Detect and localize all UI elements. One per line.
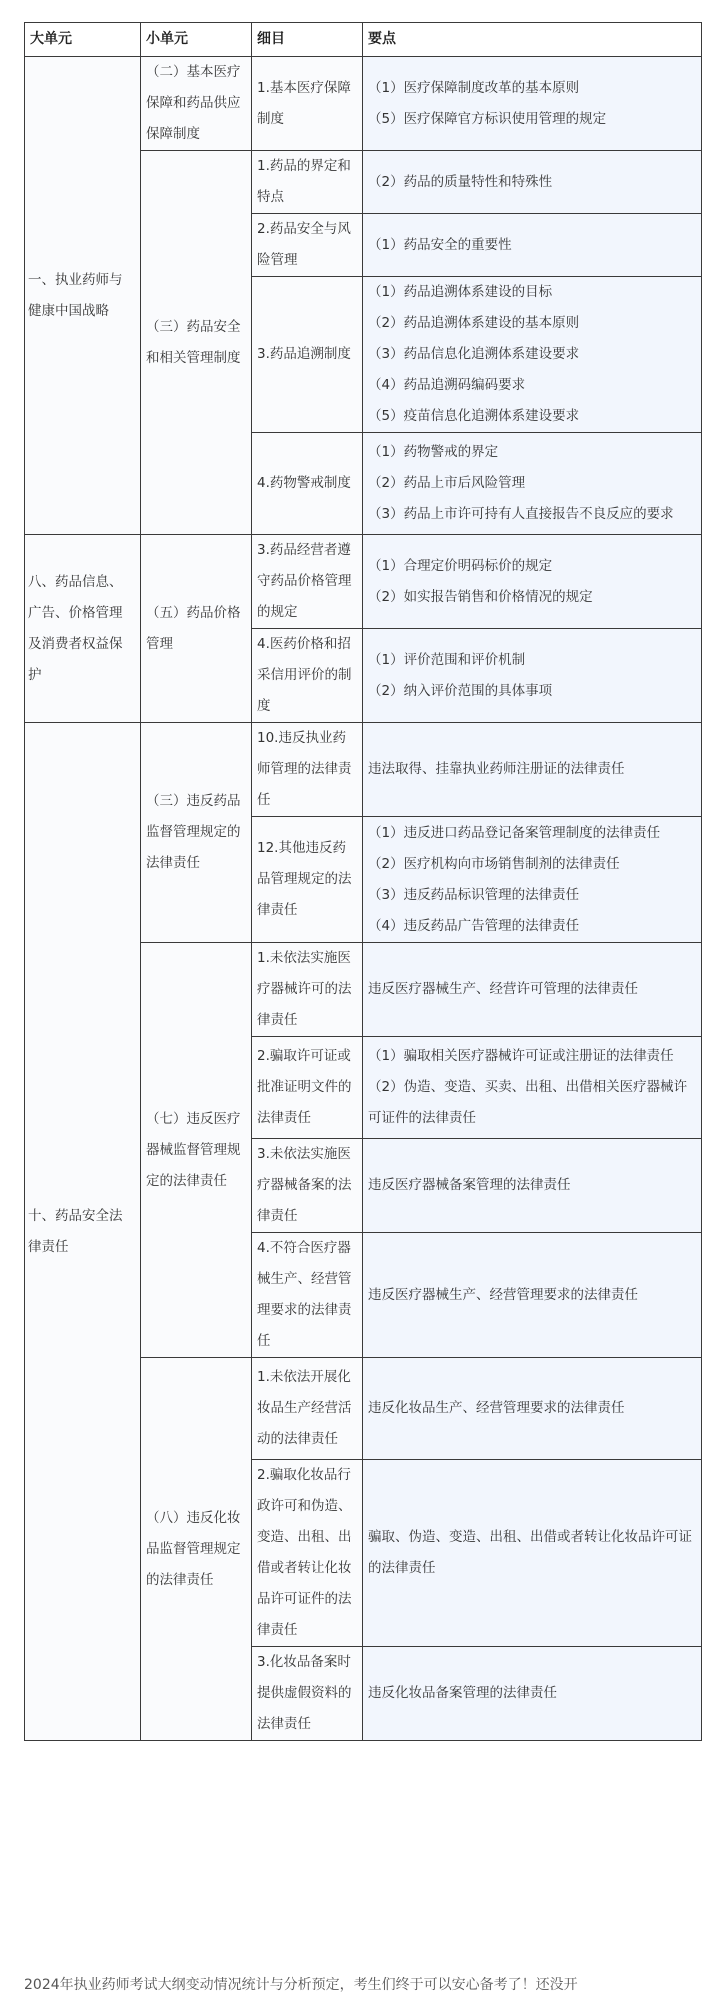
key-point: （2）药品上市后风险管理 — [368, 475, 526, 491]
header-minor-unit: 小单元 — [141, 23, 252, 57]
key-points-cell — [363, 723, 702, 817]
detail-item-cell: 1.基本医疗保障制度 — [252, 57, 363, 151]
detail-item-cell: 3.未依法实施医疗器械备案的法律责任 — [252, 1139, 363, 1233]
key-point: 违法取得、挂靠执业药师注册证的法律责任 — [368, 761, 625, 777]
key-point: （1）骗取相关医疗器械许可证或注册证的法律责任 — [368, 1048, 674, 1064]
key-point: （3）违反药品标识管理的法律责任 — [368, 886, 580, 903]
key-point: 违反医疗器械生产、经营管理要求的法律责任 — [368, 1286, 638, 1303]
key-point: 违反化妆品备案管理的法律责任 — [368, 1685, 557, 1701]
key-points-cell — [363, 943, 702, 1037]
key-point: （4）违反药品广告管理的法律责任 — [368, 917, 580, 934]
detail-item-cell: 1.未依法实施医疗器械许可的法律责任 — [252, 943, 363, 1037]
header-row — [25, 23, 702, 57]
key-point: （1）合理定价明码标价的规定 — [368, 557, 553, 574]
key-point: （1）药品追溯体系建设的目标 — [368, 284, 553, 300]
key-points-cell — [363, 1460, 702, 1647]
key-point: （1）评价范围和评价机制 — [368, 651, 526, 668]
key-point: （2）如实报告销售和价格情况的规定 — [368, 588, 593, 605]
key-point: 违反医疗器械生产、经营许可管理的法律责任 — [368, 981, 638, 997]
key-point: 违反医疗器械备案管理的法律责任 — [368, 1177, 571, 1193]
key-point: （2）伪造、变造、买卖、出租、出借相关医疗器械许可证件的法律责任 — [368, 1079, 688, 1126]
key-points-cell — [363, 151, 702, 214]
key-point: （4）药品追溯码编码要求 — [368, 377, 526, 393]
key-point: （3）药品上市许可持有人直接报告不良反应的要求 — [368, 506, 674, 522]
major-unit-cell: 一、执业药师与健康中国战略 — [25, 57, 141, 535]
minor-unit-cell: （七）违反医疗器械监督管理规定的法律责任 — [141, 943, 252, 1358]
table-row — [25, 535, 702, 629]
key-points-cell — [363, 1037, 702, 1139]
key-points-cell — [363, 433, 702, 535]
detail-item-cell: 3.化妆品备案时提供虚假资料的法律责任 — [252, 1647, 363, 1741]
detail-item-cell: 1.药品的界定和特点 — [252, 151, 363, 214]
minor-unit-cell: （二）基本医疗保障和药品供应保障制度 — [141, 57, 252, 151]
key-point: （2）药品的质量特性和特殊性 — [368, 173, 553, 190]
key-point: （3）药品信息化追溯体系建设要求 — [368, 346, 580, 362]
minor-unit-cell: （五）药品价格管理 — [141, 535, 252, 723]
key-point: （5）疫苗信息化追溯体系建设要求 — [368, 408, 580, 424]
detail-item-cell: 12.其他违反药品管理规定的法律责任 — [252, 817, 363, 943]
key-points-cell — [363, 535, 702, 629]
detail-item-cell: 2.骗取化妆品行政许可和伪造、变造、出租、出借或者转让化妆品许可证件的法律责任 — [252, 1460, 363, 1647]
header-detail-item: 细目 — [252, 23, 363, 57]
key-points-cell — [363, 1358, 702, 1460]
key-points-cell — [363, 1647, 702, 1741]
detail-item-cell: 4.不符合医疗器械生产、经营管理要求的法律责任 — [252, 1233, 363, 1358]
minor-unit-cell: （三）违反药品监督管理规定的法律责任 — [141, 723, 252, 943]
detail-item-cell: 4.药物警戒制度 — [252, 433, 363, 535]
table-body — [25, 57, 702, 1741]
minor-unit-cell: （三）药品安全和相关管理制度 — [141, 151, 252, 535]
key-points-cell — [363, 214, 702, 277]
key-points-cell — [363, 277, 702, 433]
key-points-cell — [363, 629, 702, 723]
detail-item-cell: 4.医药价格和招采信用评价的制度 — [252, 629, 363, 723]
minor-unit-cell: （八）违反化妆品监督管理规定的法律责任 — [141, 1358, 252, 1741]
major-unit-cell: 八、药品信息、广告、价格管理及消费者权益保护 — [25, 535, 141, 723]
table-row — [25, 723, 702, 817]
key-point: （1）药品安全的重要性 — [368, 236, 512, 253]
key-point: （2）纳入评价范围的具体事项 — [368, 682, 553, 699]
detail-item-cell: 1.未依法开展化妆品生产经营活动的法律责任 — [252, 1358, 363, 1460]
key-point: （1）违反进口药品登记备案管理制度的法律责任 — [368, 824, 661, 841]
key-point: （2）医疗机构向市场销售制剂的法律责任 — [368, 855, 620, 872]
detail-item-cell: 2.骗取许可证或批准证明文件的法律责任 — [252, 1037, 363, 1139]
key-points-cell — [363, 57, 702, 151]
key-point: （5）医疗保障官方标识使用管理的规定 — [368, 110, 607, 127]
detail-item-cell: 2.药品安全与风险管理 — [252, 214, 363, 277]
table-row — [25, 57, 702, 151]
major-unit-cell: 十、药品安全法律责任 — [25, 723, 141, 1741]
key-point: 违反化妆品生产、经营管理要求的法律责任 — [368, 1400, 625, 1416]
key-points-cell — [363, 1139, 702, 1233]
key-points-cell — [363, 817, 702, 943]
detail-item-cell: 3.药品追溯制度 — [252, 277, 363, 433]
key-point: （1）药物警戒的界定 — [368, 444, 499, 460]
syllabus-table — [24, 22, 702, 1741]
footer-paragraph: 2024年执业药师考试大纲变动情况统计与分析预定，考生们终于可以安心备考了！还没开 — [24, 1977, 578, 1993]
detail-item-cell: 10.违反执业药师管理的法律责任 — [252, 723, 363, 817]
key-point: 骗取、伪造、变造、出租、出借或者转让化妆品许可证的法律责任 — [368, 1529, 692, 1576]
key-point: （2）药品追溯体系建设的基本原则 — [368, 315, 580, 331]
detail-item-cell: 3.药品经营者遵守药品价格管理的规定 — [252, 535, 363, 629]
header-major-unit: 大单元 — [25, 23, 141, 57]
key-points-cell — [363, 1233, 702, 1358]
header-key-points: 要点 — [363, 23, 702, 57]
key-point: （1）医疗保障制度改革的基本原则 — [368, 79, 580, 96]
